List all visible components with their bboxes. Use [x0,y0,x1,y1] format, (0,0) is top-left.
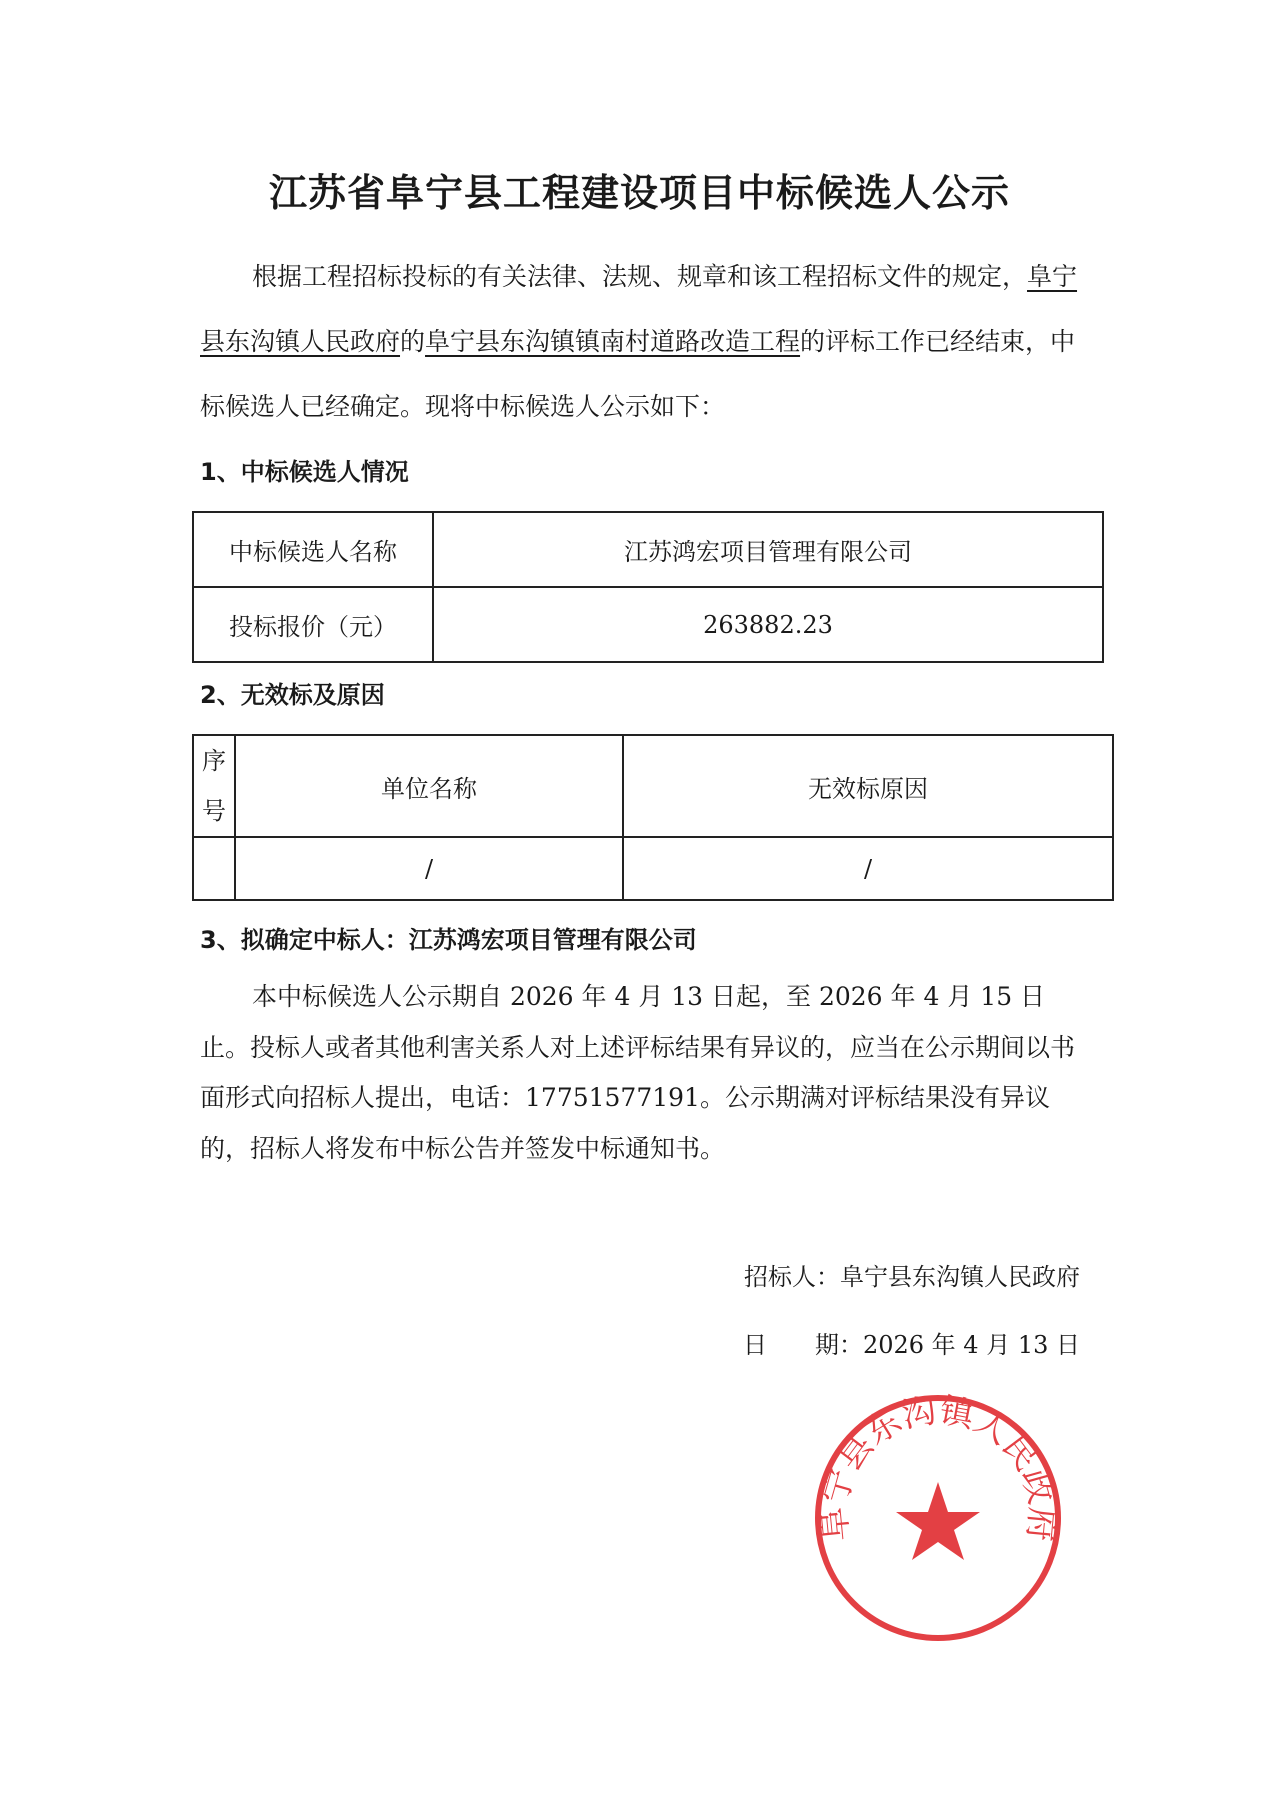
cell-label: 投标报价（元） [193,587,433,662]
star-icon [896,1482,980,1560]
header-index [193,735,235,837]
table-row [193,512,1103,587]
intro-text: 的 [400,327,426,356]
header-reason: 无效标原因 [623,735,1113,837]
page-title: 江苏省阜宁县工程建设项目中标候选人公示 [268,171,1010,215]
table-row [193,837,1113,900]
intro-paragraph [200,244,1080,439]
header-unit: 单位名称 [235,735,623,837]
notice-paragraph: 本中标候选人公示期自 2026 年 4 月 13 日起，至 2026 年 4 月 15 日止。投标人或者其他利害关系人对上述评标结果有异议的，应当在公示期间以书面形式向招标人提出，电话：17751577191。公示期满对评标结果没有异议的，招标人将发布中标公告并签发中标通知书。 [200,982,1076,1163]
section1-heading: 1、中标候选人情况 [200,458,409,486]
cell-value: 江苏鸿宏项目管理有限公司 [433,512,1103,587]
tenderer-name: 阜宁县东沟镇人民政府 [200,262,1078,356]
signature-tenderer: 招标人：阜宁县东沟镇人民政府 [744,1263,1080,1291]
cell-value: 263882.23 [433,587,1103,662]
invalid-bid-table [192,734,1114,901]
signature-date: 日 期：2026 年 4 月 13 日 [742,1331,1080,1359]
section2-heading: 2、无效标及原因 [200,681,385,709]
table-row [193,587,1103,662]
cell-reason: / [623,837,1113,900]
project-name: 阜宁县东沟镇镇南村道路改造工程 [425,327,801,356]
header-index-text: 序 号 [202,747,226,825]
official-seal [810,1390,1066,1646]
cell-index [193,837,235,900]
table-header-row [193,735,1113,837]
cell-label: 中标候选人名称 [193,512,433,587]
seal-text: 阜宁县东沟镇人民政府 [813,1390,1063,1544]
section3-heading: 3、拟确定中标人：江苏鸿宏项目管理有限公司 [200,926,697,954]
intro-text: 根据工程招标投标的有关法律、法规、规章和该工程招标文件的规定， [252,262,1028,291]
cell-unit: / [235,837,623,900]
intro-text: 的评标工作已经结束，中标候选人已经确定。现将中标候选人公示如下： [200,327,1076,421]
candidate-table [192,511,1104,663]
